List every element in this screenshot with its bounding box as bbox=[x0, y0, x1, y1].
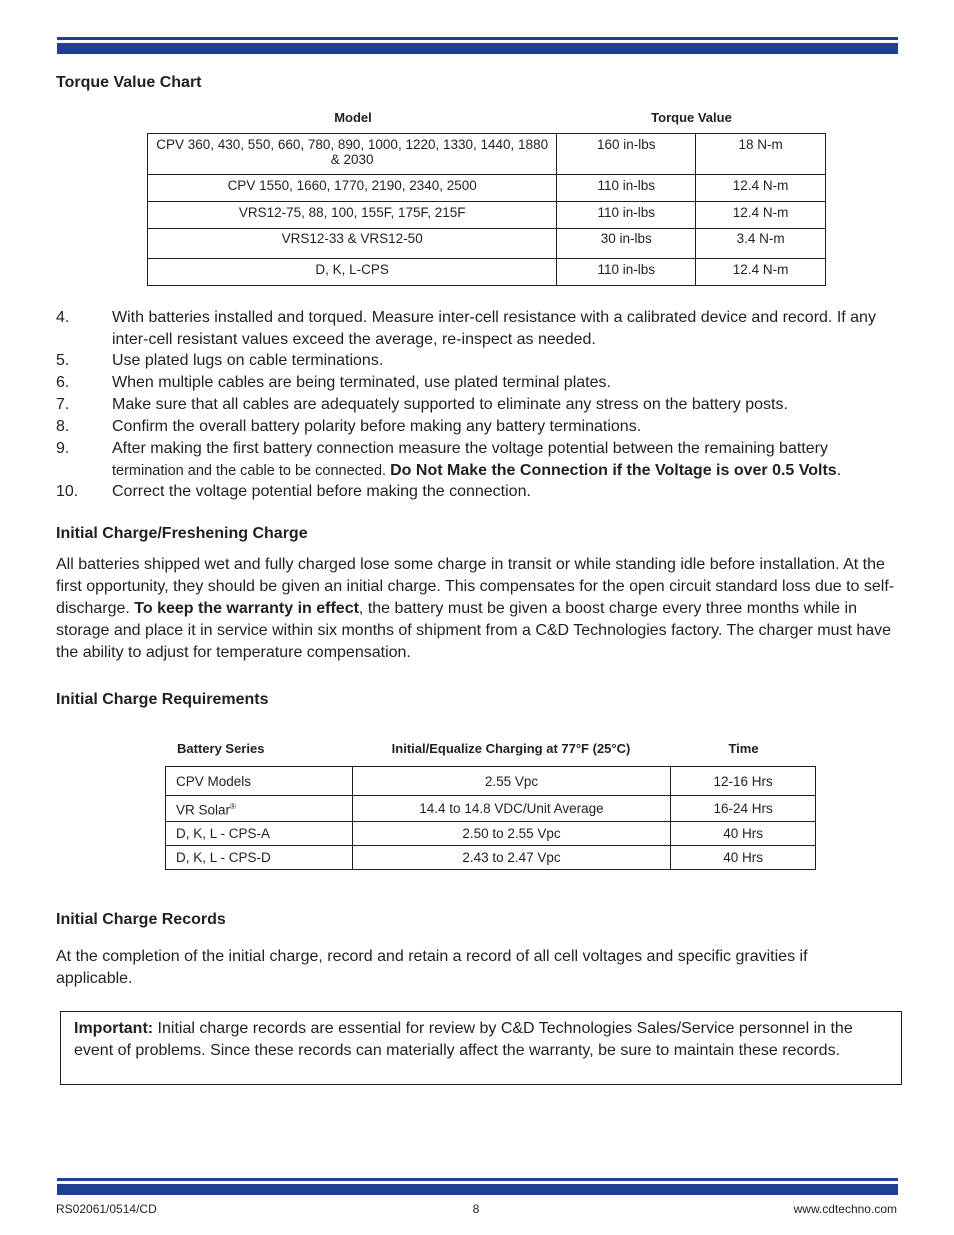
series-name: CPV Models bbox=[176, 773, 252, 789]
records-text: At the completion of the initial charge, record and retain a record of all cell voltages and specific gravities if applicable. bbox=[56, 948, 808, 987]
torque-col-model: Model bbox=[334, 110, 372, 125]
list-item-number: 8. bbox=[56, 418, 70, 435]
torque-inlbs-cell: 110 in-lbs bbox=[557, 175, 696, 202]
torque-row bbox=[148, 229, 826, 259]
list-item bbox=[56, 481, 898, 503]
torque-heading: Torque Value Chart bbox=[56, 74, 202, 91]
voltage-warning: Do Not Make the Connection if the Voltage is over 0.5 Volts bbox=[390, 462, 837, 479]
requirements-charging-cell: 14.4 to 14.8 VDC/Unit Average bbox=[352, 796, 670, 822]
torque-model-cell: VRS12-33 & VRS12-50 bbox=[148, 229, 557, 259]
list-item-number: 5. bbox=[56, 352, 70, 369]
requirements-time-cell: 40 Hrs bbox=[671, 821, 816, 845]
requirements-col-series: Battery Series bbox=[177, 741, 265, 756]
list-item-number: 6. bbox=[56, 374, 70, 391]
torque-model-cell: CPV 1550, 1660, 1770, 2190, 2340, 2500 bbox=[148, 175, 557, 202]
series-name: D, K, L - CPS-A bbox=[176, 825, 271, 841]
list-item-text: Use plated lugs on cable terminations. bbox=[112, 352, 384, 369]
requirements-col-charging: Initial/Equalize Charging at 77°F (25°C) bbox=[391, 741, 631, 756]
footer-page-number: 8 bbox=[472, 1202, 480, 1216]
series-name: D, K, L - CPS-D bbox=[176, 849, 271, 865]
torque-nm-cell: 12.4 N-m bbox=[696, 175, 826, 202]
requirements-heading: Initial Charge Requirements bbox=[56, 691, 269, 708]
list-item-number: 10. bbox=[56, 483, 79, 500]
torque-model-cell: VRS12-75, 88, 100, 155F, 175F, 215F bbox=[148, 202, 557, 229]
footer-doc-id: RS02061/0514/CD bbox=[56, 1202, 157, 1216]
footer-url[interactable]: www.cdtechno.com bbox=[793, 1202, 897, 1216]
list-item bbox=[56, 307, 898, 351]
torque-model-cell: CPV 360, 430, 550, 660, 780, 890, 1000, 1220, 1330, 1440, 1880 & 2030 bbox=[148, 134, 557, 175]
list-item-text: Make sure that all cables are adequately supported to eliminate any stress on the battery posts. bbox=[112, 396, 788, 413]
list-item-text: When multiple cables are being terminated, use plated terminal plates. bbox=[112, 374, 611, 391]
requirements-series-cell bbox=[166, 767, 353, 796]
list-item-text: Confirm the overall battery polarity before making any battery terminations. bbox=[112, 418, 642, 435]
important-label: Important: bbox=[74, 1020, 154, 1037]
torque-nm-cell: 3.4 N-m bbox=[696, 229, 826, 259]
torque-col-torque: Torque Value bbox=[651, 110, 732, 125]
torque-row bbox=[148, 175, 826, 202]
list-item-number: 9. bbox=[56, 440, 70, 457]
torque-model-cell: D, K, L-CPS bbox=[148, 259, 557, 286]
torque-inlbs-cell: 30 in-lbs bbox=[557, 229, 696, 259]
list-item bbox=[56, 372, 898, 394]
records-heading: Initial Charge Records bbox=[56, 911, 226, 928]
header-rule bbox=[57, 37, 898, 54]
freshening-text-b: , the battery must be given a boost charge every three months while in storage and place it in service within six months of shipment from a C&D Technologies factory. The charger must have the ability to adjust for temperature compensation. bbox=[56, 600, 892, 661]
requirements-row bbox=[166, 821, 816, 845]
freshening-text-a: All batteries shipped wet and fully charged lose some charge in transit or while standing idle before installation. At the first opportunity, they should be given an initial charge. This compensates for the open circuit standard loss due to self-discharge. bbox=[56, 556, 895, 617]
requirements-series-cell bbox=[166, 796, 353, 822]
list-item-text-line2: termination and the cable to be connected. bbox=[112, 463, 391, 479]
important-text: Initial charge records are essential for review by C&D Technologies Sales/Service personnel in the event of problems. Since these records can materially affect the warranty, be sure to maintain these records. bbox=[74, 1020, 853, 1059]
series-name: VR Solar bbox=[176, 802, 231, 818]
requirements-charging-cell: 2.43 to 2.47 Vpc bbox=[352, 845, 670, 869]
torque-nm-cell: 12.4 N-m bbox=[696, 259, 826, 286]
list-item-number: 4. bbox=[56, 309, 70, 326]
list-item bbox=[56, 394, 898, 416]
torque-row bbox=[148, 202, 826, 229]
requirements-time-cell: 40 Hrs bbox=[671, 845, 816, 869]
requirements-row bbox=[166, 796, 816, 822]
freshening-text-bold: To keep the warranty in effect bbox=[134, 600, 359, 617]
important-note bbox=[60, 1011, 902, 1085]
list-item-text: With batteries installed and torqued. Measure inter-cell resistance with a calibrated device and record. If any inter-cell resistant values exceed the average, re-inspect as needed. bbox=[112, 309, 876, 348]
torque-inlbs-cell: 110 in-lbs bbox=[557, 259, 696, 286]
requirements-time-cell: 12-16 Hrs bbox=[671, 767, 816, 796]
requirements-col-time: Time bbox=[728, 741, 759, 756]
freshening-heading: Initial Charge/Freshening Charge bbox=[56, 525, 308, 542]
torque-inlbs-cell: 160 in-lbs bbox=[557, 134, 696, 175]
torque-nm-cell: 18 N-m bbox=[696, 134, 826, 175]
requirements-series-cell bbox=[166, 821, 353, 845]
requirements-row bbox=[166, 767, 816, 796]
requirements-charging-cell: 2.55 Vpc bbox=[352, 767, 670, 796]
torque-nm-cell: 12.4 N-m bbox=[696, 202, 826, 229]
list-item bbox=[56, 416, 898, 438]
list-item-text-line1: After making the first battery connection measure the voltage potential between the remaining battery bbox=[112, 440, 828, 457]
torque-row bbox=[148, 134, 826, 175]
torque-inlbs-cell: 110 in-lbs bbox=[557, 202, 696, 229]
footer-rule bbox=[57, 1178, 898, 1195]
requirements-table bbox=[165, 766, 816, 870]
list-item-text bbox=[112, 438, 898, 482]
requirements-row bbox=[166, 845, 816, 869]
list-item bbox=[56, 350, 898, 372]
torque-row bbox=[148, 259, 826, 286]
requirements-series-cell bbox=[166, 845, 353, 869]
list-item bbox=[56, 438, 898, 482]
requirements-time-cell: 16-24 Hrs bbox=[671, 796, 816, 822]
list-item-number: 7. bbox=[56, 396, 70, 413]
freshening-paragraph bbox=[56, 554, 901, 664]
torque-table bbox=[147, 133, 826, 286]
list-item-text-end: . bbox=[836, 462, 842, 479]
requirements-charging-cell: 2.50 to 2.55 Vpc bbox=[352, 821, 670, 845]
list-item-text: Correct the voltage potential before making the connection. bbox=[112, 483, 531, 500]
registered-mark: ® bbox=[230, 802, 236, 811]
